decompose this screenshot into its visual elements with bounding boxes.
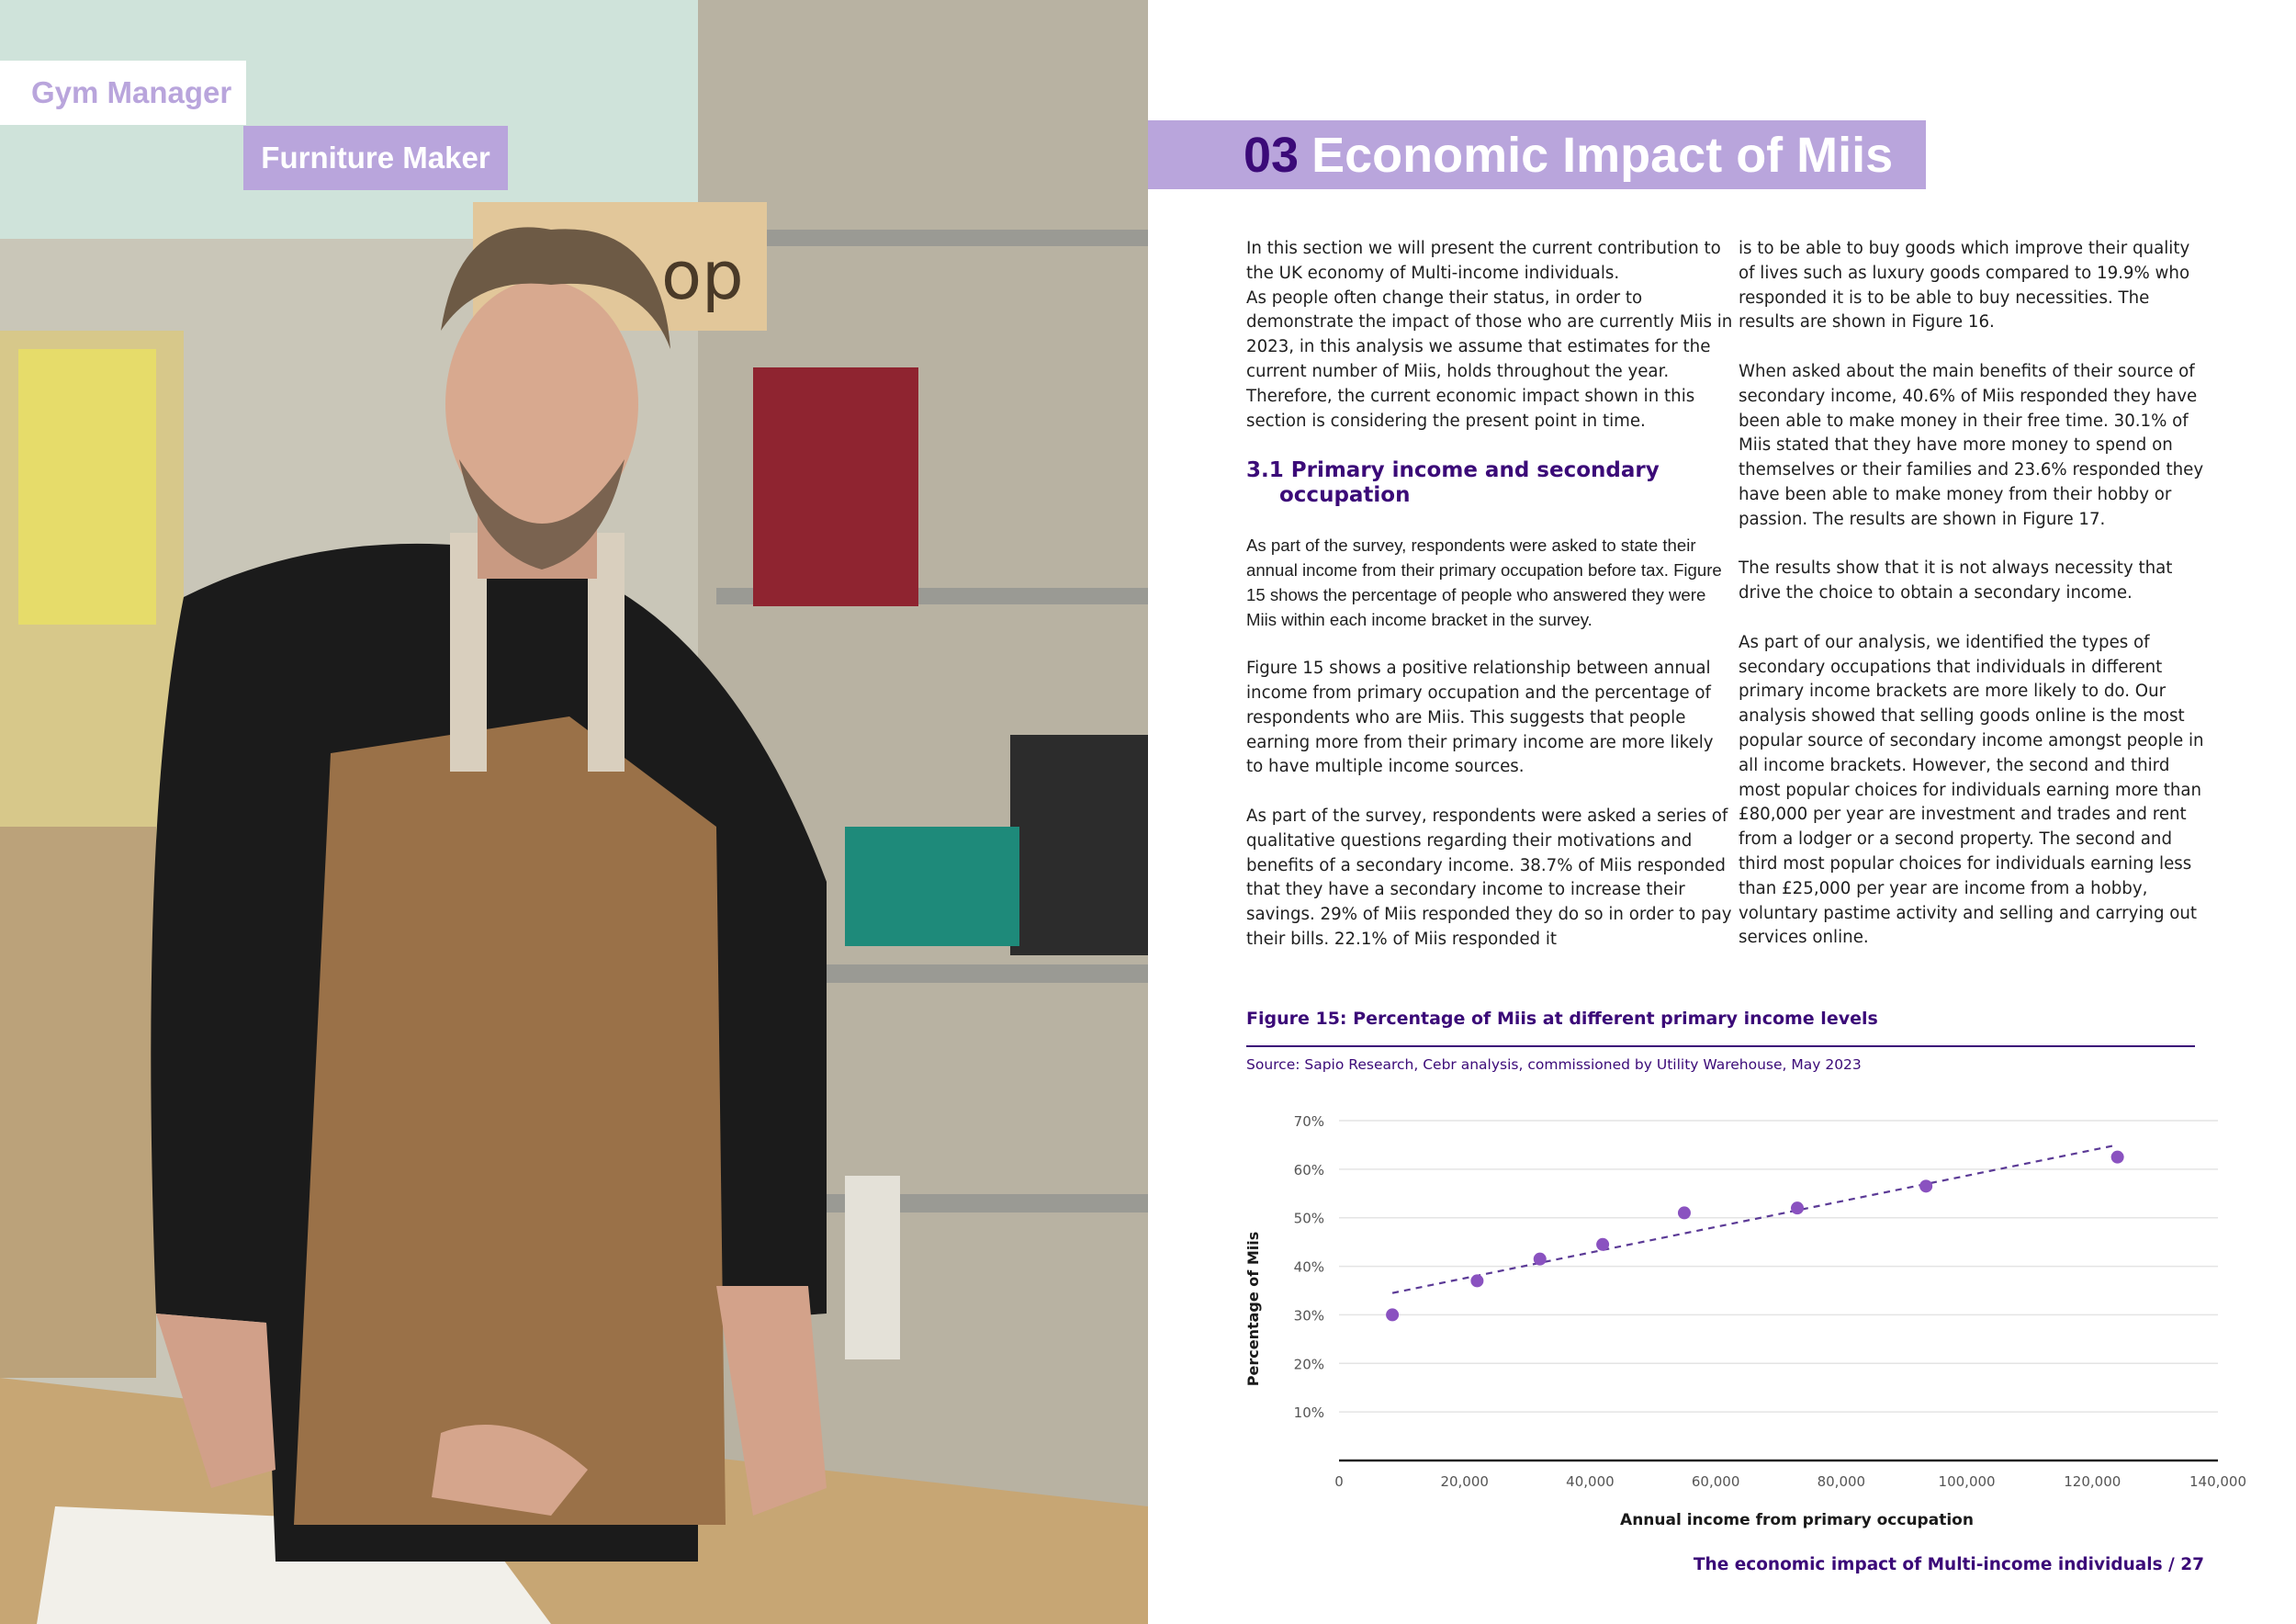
trendline — [1392, 1145, 2118, 1292]
scatter-chart — [1231, 1093, 2247, 1534]
x-tick-label: 140,000 — [2189, 1473, 2247, 1490]
section-heading — [1148, 120, 1926, 189]
svg-text:op: op — [661, 237, 744, 314]
data-point — [1678, 1206, 1691, 1219]
intro-paragraph-1: In this section we will present the current contribution to the UK economy of Multi-income individuals. — [1246, 239, 1721, 283]
section-number: 03 — [1244, 127, 1300, 183]
body-paragraph-1: As part of the survey, respondents were asked to state their annual income from their primary occupation before tax. Figure 15 shows the percentage of people who answered they were Miis within each income bracket in the survey. — [1246, 536, 1722, 629]
figure-source: Source: Sapio Research, Cebr analysis, commissioned by Utility Warehouse, May 2023 — [1246, 1056, 1862, 1073]
job-tag-gym-manager: Gym Manager — [0, 61, 246, 125]
y-tick-label: 50% — [1293, 1210, 1324, 1227]
subheading-3-1: 3.1 Primary income and secondary occupation — [1246, 458, 1660, 508]
body-paragraph-5: When asked about the main benefits of their source of secondary income, 40.6% of Miis responded they have been able to make money in their free time. 30.1% of Miis stated that they have more money to spend on themselves or their families and 23.6% responded they have been able to make money from their hobby or passion. The results are shown in Figure 17. — [1739, 361, 2204, 529]
body-paragraph-6: The results show that it is not always necessity that drive the choice to obtain a secondary income. — [1739, 558, 2173, 603]
y-tick-label: 30% — [1293, 1307, 1324, 1325]
page-footer: The economic impact of Multi-income individuals / 27 — [1693, 1555, 2204, 1574]
body-paragraph-2: Figure 15 shows a positive relationship between annual income from primary occupation and the percentage of respondents who are Miis. This suggests that people earning more from their primary income are more likely to have multiple income sources. — [1246, 659, 1714, 777]
text-column-right — [1739, 237, 2207, 976]
data-point — [2111, 1151, 2124, 1164]
chart-grid — [1339, 1121, 2218, 1412]
x-tick-label: 80,000 — [1817, 1473, 1866, 1490]
figure-title: Figure 15: Percentage of Miis at different primary income levels — [1246, 1009, 1878, 1029]
x-tick-label: 40,000 — [1566, 1473, 1615, 1490]
x-axis-label: Annual income from primary occupation — [1620, 1511, 1974, 1529]
data-point — [1534, 1253, 1547, 1266]
x-tick-label: 0 — [1334, 1473, 1344, 1490]
data-point — [1470, 1274, 1483, 1287]
data-point — [1596, 1238, 1609, 1251]
y-tick-label: 40% — [1293, 1258, 1324, 1276]
data-point — [1919, 1179, 1932, 1192]
y-axis-ticks — [1294, 1113, 1324, 1421]
x-axis-ticks — [1334, 1473, 2246, 1490]
y-tick-label: 20% — [1293, 1356, 1324, 1373]
body-paragraph-7: As part of our analysis, we identified the types of secondary occupations that individuals in different primary income brackets are more likely to do. Our analysis showed that selling goods online is the most popular source of secondary income amongst people in all income brackets. However, the second and third most popular choices for individuals earning more than £80,000 per year are investment and trades and rent from a lodger or a second property. The second and third most popular choices for individuals earning less than £25,000 per year are income from a hobby, voluntary pastime activity and selling and carrying out services online. — [1739, 632, 2204, 948]
x-tick-label: 120,000 — [2064, 1473, 2122, 1490]
job-tag-furniture-maker: Furniture Maker — [243, 126, 508, 190]
y-tick-label: 10% — [1293, 1404, 1324, 1422]
body-paragraph-4: is to be able to buy goods which improve their quality of lives such as luxury goods compared to 19.9% who responded it is to be able to buy necessities. The results are shown in Figure 16. — [1739, 239, 2190, 333]
section-title: Economic Impact of Miis — [1311, 127, 1894, 183]
y-axis-label: Percentage of Miis — [1244, 1231, 1262, 1387]
data-point — [1386, 1308, 1399, 1321]
figure-rule — [1246, 1045, 2195, 1047]
data-points — [1386, 1151, 2124, 1322]
y-tick-label: 70% — [1293, 1113, 1324, 1130]
x-tick-label: 60,000 — [1691, 1473, 1740, 1490]
data-point — [1791, 1201, 1804, 1214]
y-tick-label: 60% — [1293, 1161, 1324, 1179]
text-column-left — [1246, 237, 1733, 977]
body-paragraph-3: As part of the survey, respondents were asked a series of qualitative questions regarding their motivations and benefits of a secondary income. 38.7% of Miis responded that they have a secondary income to increase their savings. 29% of Miis responded they do so in order to pay their bills. 22.1% of Miis responded it — [1246, 806, 1732, 949]
intro-paragraph-2: As people often change their status, in order to demonstrate the impact of those who are currently Miis in 2023, in this analysis we assume that estimates for the current number of Miis, holds throughout the year. Therefore, the current economic impact shown in this section is considering the present point in time. — [1246, 288, 1733, 431]
x-tick-label: 20,000 — [1440, 1473, 1489, 1490]
x-tick-label: 100,000 — [1938, 1473, 1996, 1490]
